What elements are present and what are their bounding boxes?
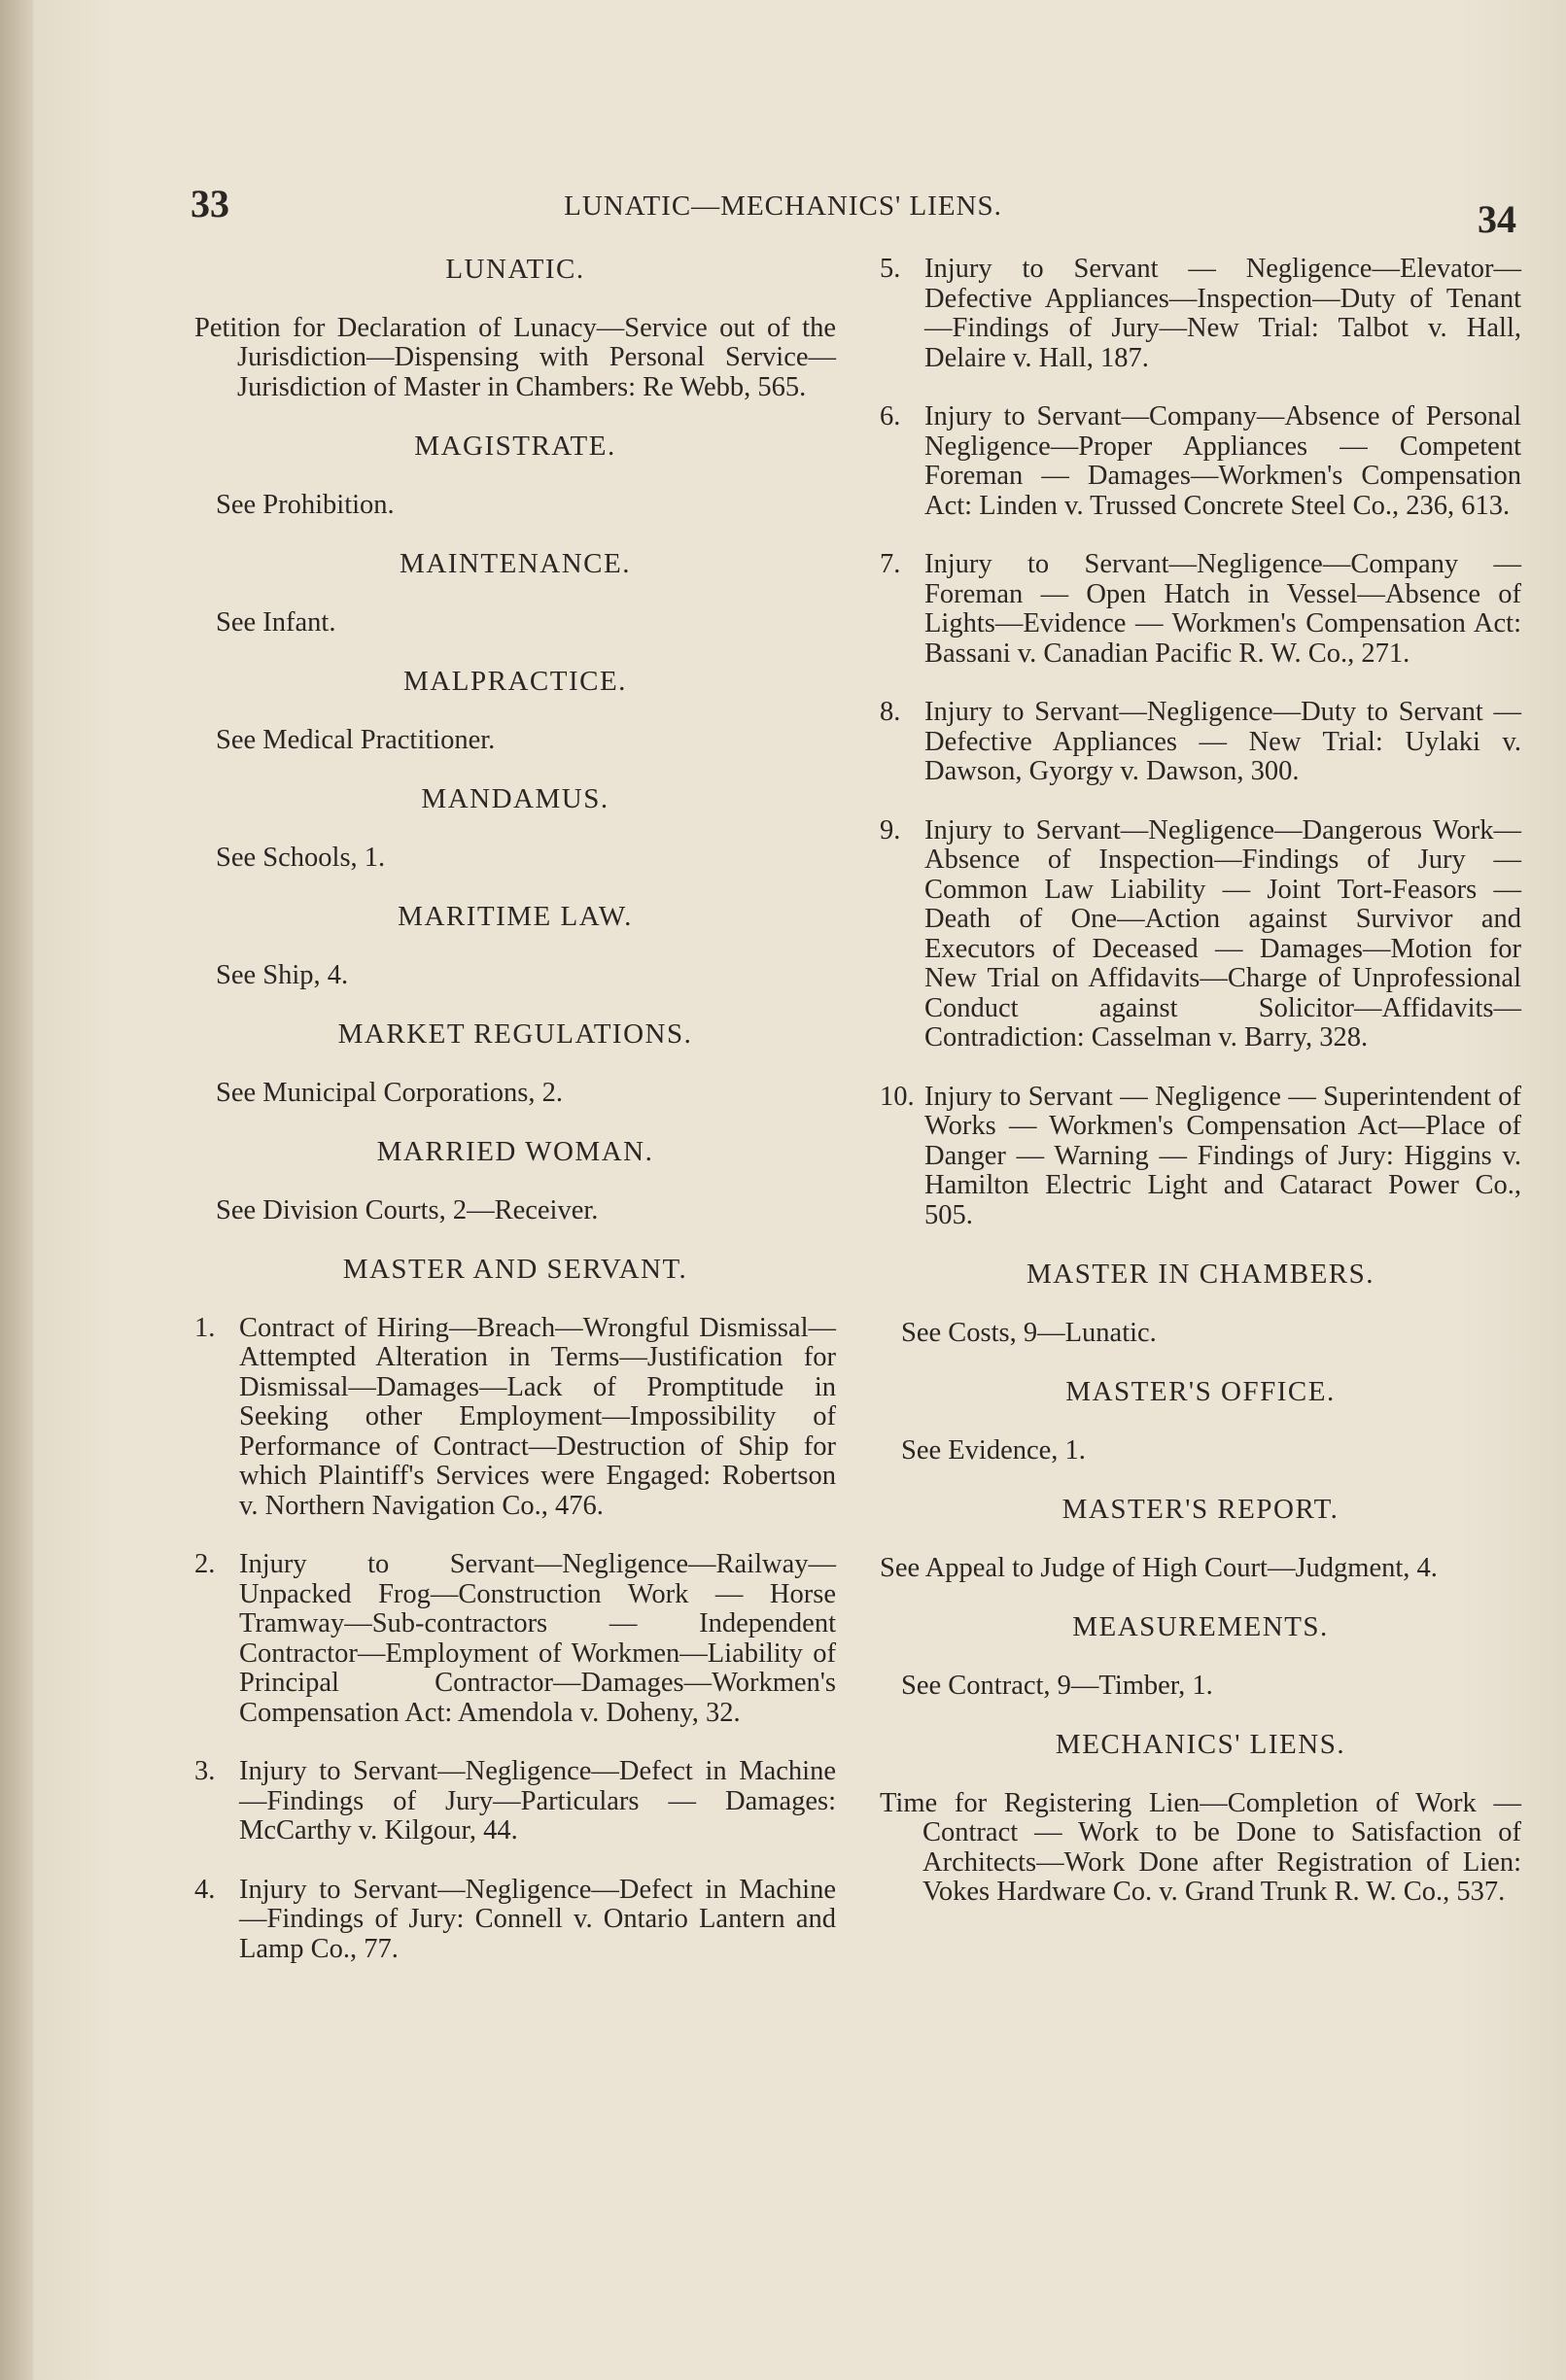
see-maintenance: See Infant. bbox=[216, 606, 336, 638]
entry-master-servant-8 bbox=[880, 698, 1521, 787]
entry-number: 8. bbox=[880, 697, 901, 727]
see-magistrate: See Prohibition. bbox=[216, 489, 395, 520]
entry-text: Injury to Servant — Negligence — Superintendent of Works — Workmen's Compensation Act—Place of Danger — Warning — Findings of Jury: Higgins v. Hamilton Electric Light and Cataract Power Co., 505. bbox=[924, 1081, 1521, 1230]
entry-number: 9. bbox=[880, 814, 901, 845]
heading-masters-report: MASTER'S REPORT. bbox=[1061, 1494, 1340, 1525]
heading-measurements: MEASUREMENTS. bbox=[1072, 1611, 1329, 1642]
entry-master-servant-3 bbox=[194, 1757, 836, 1846]
entry-number: 6. bbox=[880, 401, 901, 431]
entry-text: Injury to Servant—Negligence—Duty to Servant — Defective Appliances — New Trial: Uylaki v. Dawson, Gyorgy v. Dawson, 300. bbox=[924, 697, 1521, 786]
entry-text: Contract of Hiring—Breach—Wrongful Dismissal—Attempted Alteration in Terms—Justification for Dismissal—Damages—Lack of Promptitude in Seeking other Employment—Impossibility of Performance of Contract—Destruction of Ship for which Plaintiff's Services were Engaged: Robertson v. Northern Navigation Co., 476. bbox=[239, 1312, 836, 1521]
running-title: LUNATIC—MECHANICS' LIENS. bbox=[564, 190, 1002, 222]
entry-text: Injury to Servant—Negligence—Railway—Unpacked Frog—Construction Work — Horse Tramway—Sub-contractors — Independent Contractor—Employment of Workmen—Liability of Principal Contractor—Damages—Workmen's Compensation Act: Amendola v. Doheny, 32. bbox=[239, 1549, 836, 1728]
see-malpractice: See Medical Practitioner. bbox=[216, 724, 496, 755]
heading-maintenance: MAINTENANCE. bbox=[400, 548, 631, 579]
entry-master-servant-10 bbox=[880, 1083, 1521, 1231]
entry-master-servant-6 bbox=[880, 402, 1521, 521]
heading-mechanics-liens: MECHANICS' LIENS. bbox=[1055, 1729, 1346, 1760]
heading-maritime-law: MARITIME LAW. bbox=[398, 901, 633, 932]
heading-masters-office: MASTER'S OFFICE. bbox=[1065, 1376, 1336, 1407]
entry-master-servant-5 bbox=[880, 255, 1521, 373]
book-spine-shadow bbox=[0, 0, 33, 2380]
see-masters-report: See Appeal to Judge of High Court—Judgment, 4. bbox=[880, 1552, 1438, 1583]
heading-master-and-servant: MASTER AND SERVANT. bbox=[342, 1254, 688, 1285]
entry-mechanics-liens: Time for Registering Lien—Completion of Work — Contract — Work to be Done to Satisfaction of Architects—Work Done after Registration of Lien: Vokes Hardware Co. v. Grand Trunk R. W. Co., 537. bbox=[880, 1787, 1521, 1907]
heading-lunatic: LUNATIC. bbox=[445, 254, 585, 285]
left-column bbox=[194, 255, 836, 1993]
see-mandamus: See Schools, 1. bbox=[216, 842, 386, 873]
right-column bbox=[880, 255, 1521, 1937]
heading-magistrate: MAGISTRATE. bbox=[414, 431, 616, 462]
heading-married-woman: MARRIED WOMAN. bbox=[376, 1136, 654, 1167]
page-number-left: 33 bbox=[191, 182, 229, 225]
see-married-woman: See Division Courts, 2—Receiver. bbox=[216, 1194, 599, 1225]
heading-malpractice: MALPRACTICE. bbox=[403, 666, 627, 697]
entry-number: 10. bbox=[880, 1081, 915, 1112]
entry-master-servant-2 bbox=[194, 1550, 836, 1728]
entry-number: 2. bbox=[194, 1549, 216, 1579]
entry-text: Injury to Servant—Negligence—Defect in Machine—Findings of Jury—Particulars — Damages: McCarthy v. Kilgour, 44. bbox=[239, 1756, 836, 1845]
see-measurements: See Contract, 9—Timber, 1. bbox=[901, 1670, 1213, 1701]
entry-text: Injury to Servant — Negligence—Elevator—Defective Appliances—Inspection—Duty of Tenant—Findings of Jury—New Trial: Talbot v. Hall, Delaire v. Hall, 187. bbox=[924, 254, 1521, 373]
entry-master-servant-7 bbox=[880, 550, 1521, 669]
see-market-regulations: See Municipal Corporations, 2. bbox=[216, 1077, 563, 1108]
heading-mandamus: MANDAMUS. bbox=[421, 783, 609, 814]
entry-text: Injury to Servant—Negligence—Dangerous Work—Absence of Inspection—Findings of Jury — Common Law Liability — Joint Tort-Feasors — Death of One—Action against Survivor and Executors of Deceased — Damages—Motion for New Trial on Affidavits—Charge of Unprofessional Conduct against Solicitor—Affidavits—Contradiction: Casselman v. Barry, 328. bbox=[924, 814, 1521, 1052]
entry-master-servant-1 bbox=[194, 1314, 836, 1522]
entry-number: 3. bbox=[194, 1756, 216, 1786]
see-master-in-chambers: See Costs, 9—Lunatic. bbox=[901, 1317, 1157, 1348]
entry-number: 1. bbox=[194, 1312, 216, 1343]
entry-text: Injury to Servant—Negligence—Defect in Machine—Findings of Jury: Connell v. Ontario Lantern and Lamp Co., 77. bbox=[239, 1874, 836, 1964]
running-header bbox=[0, 181, 1566, 239]
entry-number: 4. bbox=[194, 1874, 216, 1905]
see-maritime-law: See Ship, 4. bbox=[216, 959, 349, 990]
entry-text: Injury to Servant—Negligence—Company — Foreman — Open Hatch in Vessel—Absence of Lights—Evidence — Workmen's Compensation Act: Bassani v. Canadian Pacific R. W. Co., 271. bbox=[924, 549, 1521, 669]
entry-text: Injury to Servant—Company—Absence of Personal Negligence—Proper Appliances — Competent Foreman — Damages—Workmen's Compensation Act: Linden v. Trussed Concrete Steel Co., 236, 613. bbox=[924, 401, 1521, 521]
page-number-right: 34 bbox=[1478, 197, 1516, 241]
entry-master-servant-4 bbox=[194, 1876, 836, 1965]
entry-lunatic: Petition for Declaration of Lunacy—Service out of the Jurisdiction—Dispensing with Personal Service—Jurisdiction of Master in Chambers: Re Webb, 565. bbox=[194, 312, 836, 402]
entry-number: 7. bbox=[880, 549, 901, 579]
heading-market-regulations: MARKET REGULATIONS. bbox=[337, 1018, 693, 1050]
entry-master-servant-9 bbox=[880, 816, 1521, 1053]
entry-number: 5. bbox=[880, 254, 901, 284]
see-masters-office: See Evidence, 1. bbox=[901, 1434, 1086, 1466]
heading-master-in-chambers: MASTER IN CHAMBERS. bbox=[1026, 1259, 1375, 1290]
